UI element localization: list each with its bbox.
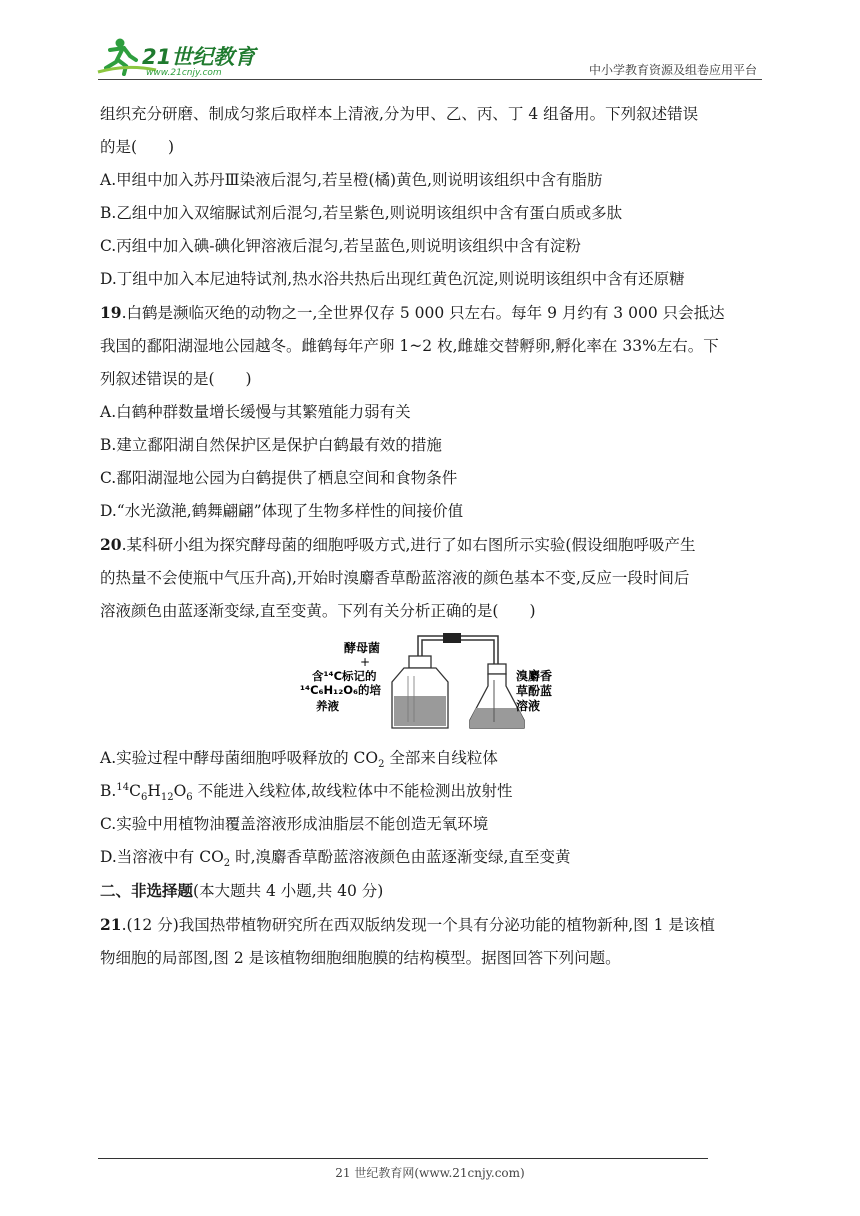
section-heading	[100, 874, 764, 908]
q19-option-d: D.“水光潋滟,鹤舞翩翩”体现了生物多样性的间接价值	[100, 502, 464, 520]
q19-option-a: A.白鹤种群数量增长缓慢与其繁殖能力弱有关	[100, 403, 411, 421]
label-btb-3: 溶液	[516, 699, 541, 713]
left-bottle-stopper	[409, 656, 431, 668]
label-plus: +	[360, 655, 371, 669]
label-medium-1: 含¹⁴C标记的	[312, 669, 377, 683]
label-medium-2: ¹⁴C₆H₁₂O₆的培	[300, 683, 382, 697]
q20-option-d: D.当溶液中有 $CO_2$ 时,溴麝香草酚蓝溶液颜色由蓝逐渐变绿,直至变黄	[100, 848, 571, 870]
q20-stem-line2: 的热量不会使瓶中气压升高),开始时溴麝香草酚蓝溶液的颜色基本不变,反应一段时间后	[100, 569, 690, 587]
q21-stem-line2: 物细胞的局部图,图 2 是该植物细胞细胞膜的结构模型。据图回答下列问题。	[100, 949, 621, 967]
q18-stem-end: 的是( )	[100, 138, 175, 156]
section-title: 二、非选择题	[100, 881, 194, 900]
q19-stem-line3: 列叙述错误的是( )	[100, 370, 252, 388]
footer-divider	[98, 1158, 708, 1159]
right-flask-stopper	[488, 664, 506, 674]
experiment-figure	[100, 628, 764, 742]
q20-number: 20	[100, 535, 122, 554]
q20-option-a: A.实验过程中酵母菌细胞呼吸释放的 $CO_2$ 全部来自线粒体	[100, 749, 498, 771]
site-logo[interactable]	[96, 36, 266, 78]
logo-title: 21世纪教育	[142, 45, 256, 69]
q18-option-c: C.丙组中加入碘-碘化钾溶液后混匀,若呈蓝色,则说明该组织中含有淀粉	[100, 237, 581, 255]
q18-option-d: D.丁组中加入本尼迪特试剂,热水浴共热后出现红黄色沉淀,则说明该组织中含有还原糖	[100, 270, 685, 288]
section-note: (本大题共 4 小题,共 40 分)	[193, 882, 384, 900]
q21-number: 21	[100, 915, 122, 934]
label-yeast: 酵母菌	[344, 641, 381, 655]
label-btb-2: 草酚蓝	[516, 684, 553, 698]
page-header	[0, 0, 860, 82]
tube-clamp	[443, 633, 461, 643]
q20-stem-line1: 20.某科研小组为探究酵母菌的细胞呼吸方式,进行了如右图所示实验(假设细胞呼吸产生	[100, 535, 696, 554]
q19-stem-line2: 我国的鄱阳湖湿地公园越冬。雌鹤每年产卵 1~2 枚,雌雄交替孵卵,孵化率在 33%左右。下	[100, 337, 719, 355]
page-footer[interactable]: 21 世纪教育网(www.21cnjy.com)	[335, 1166, 525, 1180]
q18-stem-continued: 组织充分研磨、制成匀浆后取样本上清液,分为甲、乙、丙、丁 4 组备用。下列叙述错误	[100, 105, 699, 123]
header-divider	[98, 79, 762, 80]
logo-url: www.21cnjy.com	[146, 68, 222, 78]
label-medium-3: 养液	[316, 699, 339, 713]
q19-option-b: B.建立鄱阳湖自然保护区是保护白鹤最有效的措施	[100, 436, 442, 454]
q19-number: 19	[100, 303, 122, 322]
q20-stem-line3: 溶液颜色由蓝逐渐变绿,直至变黄。下列有关分析正确的是( )	[100, 602, 536, 620]
q19-option-c: C.鄱阳湖湿地公园为白鹤提供了栖息空间和食物条件	[100, 469, 458, 487]
page-content	[100, 98, 764, 975]
label-btb-1: 溴麝香	[516, 669, 553, 683]
q20-option-b: $B.^{14}C_6H_{12}O_6$ 不能进入线粒体,故线粒体中不能检测出放射性	[100, 781, 513, 804]
q20-option-c: C.实验中用植物油覆盖溶液形成油脂层不能创造无氧环境	[100, 815, 489, 833]
q18-option-a: A.甲组中加入苏丹Ⅲ染液后混匀,若呈橙(橘)黄色,则说明该组织中含有脂肪	[100, 171, 603, 189]
q18-option-b: B.乙组中加入双缩脲试剂后混匀,若呈紫色,则说明该组织中含有蛋白质或多肽	[100, 204, 623, 222]
yeast-respiration-apparatus	[298, 628, 558, 738]
q21-stem-line1: 21.(12 分)我国热带植物研究所在西双版纳发现一个具有分泌功能的植物新种,图 1 是该植	[100, 915, 715, 934]
logo-graphic	[96, 36, 266, 78]
platform-name: 中小学教育资源及组卷应用平台	[588, 63, 757, 77]
q19-stem-line1: 19.白鹤是濒临灭绝的动物之一,全世界仅存 5 000 只左右。每年 9 月约有 3 000 只会抵达	[100, 303, 725, 322]
